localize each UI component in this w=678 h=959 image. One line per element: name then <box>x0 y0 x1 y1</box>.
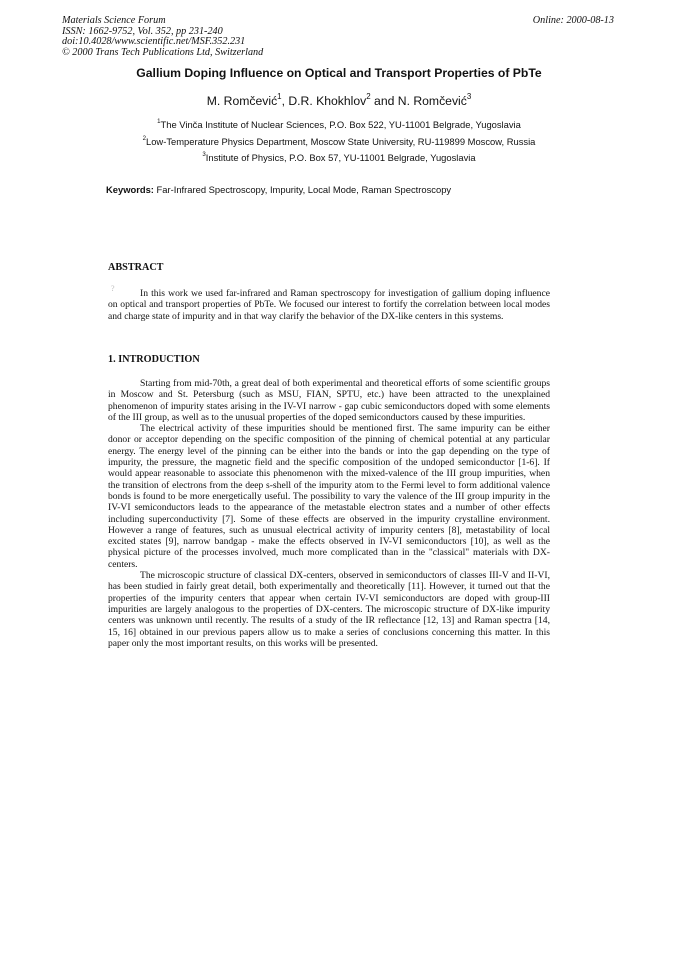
abstract-heading: ABSTRACT <box>108 262 164 273</box>
affiliation-sup: 3 <box>202 150 206 158</box>
journal-name: Materials Science Forum <box>62 15 166 26</box>
affiliation-sup: 1 <box>157 117 161 125</box>
journal-header <box>62 16 422 58</box>
abstract-paragraph: In this work we used far-infrared and Raman spectroscopy for investigation of gallium doping influence on optical and transport properties of PbTe. We focused our interest to fortify the correlation between local modes and charge state of impurity and in that way clarify the behavior of the DX-like centers in this systems. <box>108 288 550 322</box>
issn-line: ISSN: 1662-9752, Vol. 352, pp 231-240 <box>62 25 223 37</box>
doi-link[interactable]: doi:10.4028/www.scientific.net/MSF.352.231 <box>62 36 246 48</box>
author-name: , D.R. Khokhlov <box>281 94 367 108</box>
author-sup: 3 <box>466 91 472 101</box>
copyright-line: © 2000 Trans Tech Publications Ltd, Switzerland <box>62 46 264 58</box>
affiliation-3 <box>0 152 678 163</box>
author-sup: 1 <box>277 91 282 101</box>
keywords-text: Far-Infrared Spectroscopy, Impurity, Local Mode, Raman Spectroscopy <box>153 184 452 195</box>
author-list <box>0 91 678 109</box>
introduction-body <box>108 378 550 649</box>
online-date: Online: 2000-08-13 <box>532 15 614 26</box>
author-name: and N. Romčević <box>370 94 467 108</box>
introduction-heading: 1. INTRODUCTION <box>108 354 200 365</box>
keywords-line <box>106 184 576 195</box>
affiliation-2 <box>0 136 678 147</box>
author-name: M. Romčević <box>206 94 278 108</box>
paper-title: Gallium Doping Influence on Optical and Transport Properties of PbTe <box>136 66 542 80</box>
intro-paragraph-1: Starting from mid-70th, a great deal of both experimental and theoretical efforts of some scientific groups in Moscow and St. Petersburg (such as MSU, FIAN, SPTU, etc.) have been attracted to the unexplained phenomenon of impurity states arising in the IV-VI narrow - gap cubic semiconductors doped with some elements of the III group, as well as to the unusual properties of the doped semiconductors caused by these impurities. <box>108 378 550 423</box>
affiliation-sup: 2 <box>142 134 146 142</box>
intro-paragraph-2: The electrical activity of these impurities should be mentioned first. The same impurity can be either donor or acceptor depending on the specific composition of the pinning of chemical potential at any particular energy. The energy level of the pinning can be either into the bands or into the gap depending on the type of impurity, the pressure, the magnetic field and the specific composition of the undoped semiconductor [1-6]. If would appear reasonable to associate this phenomenon with the mixed-valence of the III group impurities, when the transition of electrons from the deep s-shell of the impurity atom to the Fermi level to form additional valence bonds is found to be more energetically useful. The possibility to vary the valence of the III group impurity in the IV-VI semiconductors leads to the appearance of the metastable electron states and a number of other effects including superconductivity [7]. Some of these effects are observed in the impurity crystalline environment. However a range of features, such as unusual electrical activity of impurity centers [8], metastability of local excited states [9], narrow bandgap - make the effects observed in IV-VI semiconductors [10], as well as the physical picture of the processes involved, much more complicated than in the "classical" materials with DX-centers. <box>108 423 550 570</box>
affiliation-1 <box>0 119 678 130</box>
keywords-label: Keywords: <box>106 184 154 195</box>
intro-paragraph-3: The microscopic structure of classical DX-centers, observed in semiconductors of classes III-V and II-VI, has been studied in fairly great detail, both experimentally and theoretically [11]. However, it turned out that the properties of the impurity centers that appear when certain IV-VI semiconductors are doped with group-III impurities are largely analogous to the properties of DX-centers. The microscopic structure of DX-like impurity centers was unknown until recently. The results of a study of the IR reflectance [12, 13] and Raman spectra [14, 15, 16] obtained in our previous papers allow us to make a series of conclusions concerning this matter. In this paper only the most important results, on this works will be presented. <box>108 570 550 649</box>
scan-mark: ? <box>111 284 115 293</box>
abstract-body <box>108 288 550 322</box>
author-sup: 2 <box>366 91 371 101</box>
affiliation-text: Low-Temperature Physics Department, Moscow State University, RU-119899 Moscow, Russia <box>146 136 536 147</box>
affiliation-text: Institute of Physics, P.O. Box 57, YU-11001 Belgrade, Yugoslavia <box>205 152 476 163</box>
affiliation-text: The Vinča Institute of Nuclear Sciences, P.O. Box 522, YU-11001 Belgrade, Yugoslavia <box>160 119 521 130</box>
